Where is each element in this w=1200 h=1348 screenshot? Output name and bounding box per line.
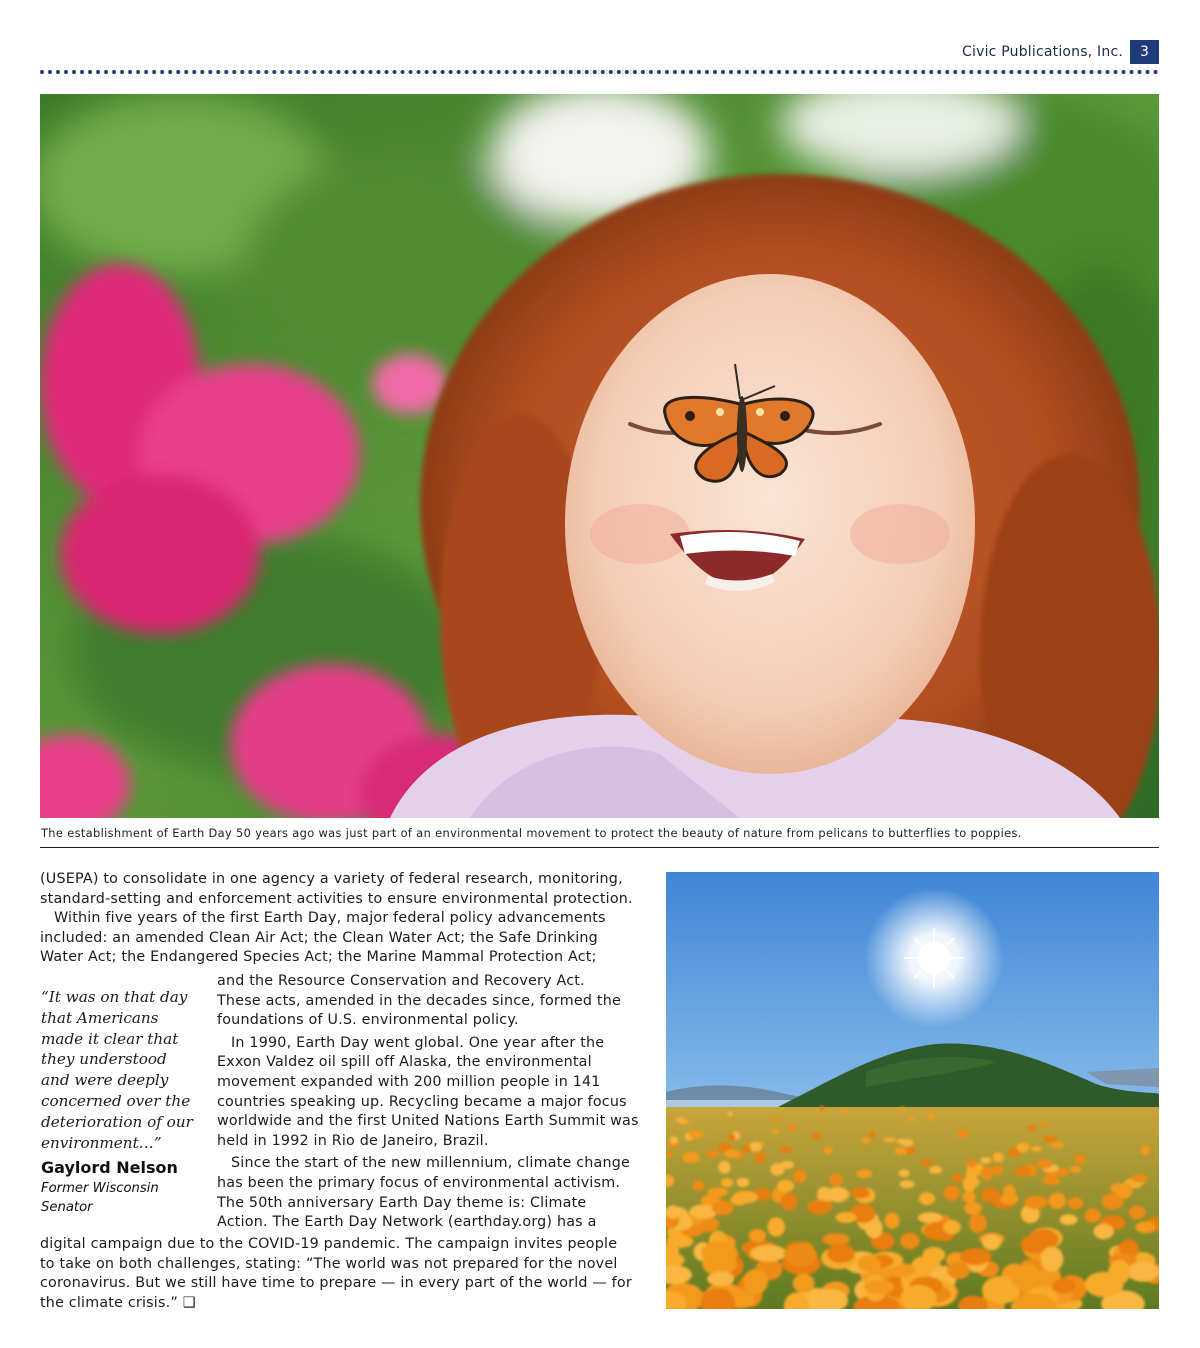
poppy-flower [812, 1132, 821, 1139]
poppy-flower [982, 1235, 1001, 1251]
poppy-flower [706, 1150, 719, 1157]
poppy-flower [850, 1187, 869, 1198]
poppy-flower [1014, 1167, 1031, 1176]
article-line: These acts, amended in the decades since, formed the [217, 992, 621, 1009]
header-dotted-rule [40, 70, 1159, 74]
poppy-flower [808, 1201, 831, 1215]
poppy-flower [1132, 1174, 1148, 1182]
article-line: has been the primary focus of environmental activism. [217, 1174, 621, 1191]
pull-quote-line: made it clear that [41, 1029, 179, 1048]
poppy-flower [1068, 1197, 1084, 1209]
quote-role-line: Former Wisconsin [41, 1181, 159, 1196]
quote-author-role [41, 1180, 211, 1217]
poppy-flower [900, 1233, 919, 1249]
poppy-flower [908, 1116, 915, 1121]
poppy-flower [707, 1271, 734, 1286]
article-line: The 50th anniversary Earth Day theme is: Climate [217, 1194, 587, 1211]
poppy-flower [919, 1192, 935, 1205]
poppy-flower [771, 1118, 780, 1121]
poppy-flower [1037, 1159, 1053, 1168]
article-line: included: an amended Clean Air Act; the Clean Water Act; the Safe Drinking [40, 929, 598, 946]
article-text-bottom [40, 1235, 640, 1313]
poppy-flower [666, 1205, 680, 1219]
poppy-flower [1070, 1166, 1082, 1173]
article-line: Action. The Earth Day Network (earthday.org) has a [217, 1214, 597, 1231]
poppy-flower [1040, 1122, 1048, 1126]
poppy-flower [679, 1119, 689, 1124]
poppy-flower [749, 1229, 767, 1242]
poppy-flower [952, 1174, 963, 1183]
poppy-flower [900, 1107, 905, 1111]
article-line: Since the start of the new millennium, climate change [231, 1155, 631, 1172]
poppy-flower [1085, 1208, 1101, 1223]
poppy-flower [729, 1134, 736, 1142]
poppy-flower [993, 1152, 1004, 1162]
poppy-flower [960, 1248, 991, 1265]
hero-caption: The establishment of Earth Day 50 years ago was just part of an environmental movement to protect the beauty of nature from pelicans to butterflies to poppies. [41, 826, 1022, 840]
poppy-flower [683, 1156, 700, 1163]
article-line: (USEPA) to consolidate in one agency a variety of federal research, monitoring, [40, 871, 623, 887]
poppy-flower [884, 1137, 896, 1142]
article-line: worldwide and the first United Nations Earth Summit was [217, 1113, 639, 1130]
poppy-flower [666, 1235, 694, 1248]
poppy-flower [793, 1274, 815, 1293]
poppy-flower [864, 1280, 894, 1295]
poppy-flower [768, 1217, 785, 1237]
pull-quote-line: that Americans [41, 1008, 159, 1027]
poppy-flower [900, 1180, 915, 1188]
quote-author: Gaylord Nelson [41, 1158, 178, 1177]
article-line: standard-setting and enforcement activities to ensure environmental protection. [40, 890, 633, 907]
poppy-flower [1041, 1247, 1064, 1272]
article-text-top [40, 870, 640, 968]
poppy-flower [1135, 1222, 1155, 1234]
poppy-flower [1052, 1279, 1076, 1294]
poppy-flower [1000, 1193, 1018, 1205]
poppy-flower [737, 1178, 750, 1188]
poppy-flower [702, 1241, 738, 1264]
poppy-flower [733, 1191, 758, 1204]
poppy-flower [981, 1188, 1001, 1203]
poppy-flower [784, 1244, 818, 1266]
poppy-flower [822, 1233, 850, 1245]
article-line: the climate crisis.” ❑ [40, 1294, 196, 1311]
poppy-flower [980, 1157, 991, 1164]
poppy-flower [899, 1169, 910, 1177]
pull-quote-line: deterioration of our [41, 1112, 193, 1131]
poppy-flower [901, 1139, 913, 1146]
poppy-flower [1031, 1146, 1042, 1151]
article-line: foundations of U.S. environmental policy. [217, 1012, 519, 1029]
poppy-flower [869, 1132, 876, 1139]
pull-quote-line: and were deeply [41, 1071, 169, 1090]
poppy-flower [929, 1166, 942, 1174]
pull-quote-line: environment…” [41, 1133, 162, 1152]
pull-quote-line: they understood [41, 1050, 167, 1069]
poppy-flower [965, 1172, 977, 1179]
article-line: held in 1992 in Rio de Janeiro, Brazil. [217, 1132, 489, 1149]
poppy-flower [958, 1129, 970, 1137]
poppy-flower [943, 1220, 961, 1234]
poppy-flower [781, 1193, 798, 1210]
pull-quote [41, 987, 209, 1153]
poppy-flower [906, 1148, 916, 1154]
poppy-flower [920, 1160, 932, 1166]
poppy-flower [707, 1187, 728, 1197]
article-line: In 1990, Earth Day went global. One year after the [231, 1034, 605, 1051]
poppy-flower [1116, 1183, 1133, 1199]
poppy-flower [689, 1130, 701, 1138]
poppy-flower [918, 1212, 943, 1223]
caption-rule [40, 847, 1159, 848]
poppy-flower [964, 1202, 981, 1215]
publisher-name: Civic Publications, Inc. [962, 44, 1123, 60]
poppy-flower [825, 1187, 850, 1202]
page-number-badge: 3 [1130, 40, 1159, 64]
poppy-flower [742, 1145, 751, 1152]
poppy-flower [980, 1167, 993, 1181]
poppy-flower [793, 1169, 806, 1182]
poppy-flower [1060, 1214, 1078, 1225]
poppy-flower [923, 1247, 946, 1262]
poppy-flower [1127, 1262, 1159, 1282]
poppy-flower [1141, 1146, 1150, 1156]
pull-quote-line: “It was on that day [41, 988, 188, 1006]
poppy-flower [824, 1147, 833, 1154]
hero-photo [40, 94, 1159, 818]
article-line: coronavirus. But we still have time to prepare — in every part of the world — for [40, 1275, 632, 1292]
poppy-flower [1024, 1196, 1048, 1209]
poppy-flower [1057, 1168, 1069, 1177]
poppy-flower [1027, 1125, 1035, 1131]
poppy-flower [927, 1113, 935, 1119]
poppy-flower [827, 1244, 855, 1263]
poppy-flower [712, 1200, 734, 1215]
poppy-flower [967, 1160, 977, 1168]
poppy-flower [992, 1165, 1004, 1175]
poppy-field-photo [666, 872, 1159, 1309]
poppy-flower [1074, 1154, 1085, 1164]
poppy-flower [857, 1255, 881, 1272]
poppy-flower [721, 1178, 734, 1187]
poppy-flower [947, 1262, 970, 1279]
poppy-flower [743, 1269, 768, 1294]
poppy-flower [819, 1106, 824, 1111]
poppy-flower [1018, 1264, 1039, 1287]
article-line: digital campaign due to the COVID-19 pandemic. The campaign invites people [40, 1236, 618, 1252]
pull-quote-line: concerned over the [41, 1091, 191, 1110]
article-line: Exxon Valdez oil spill off Alaska, the environmental [217, 1054, 592, 1071]
poppy-flower [856, 1169, 872, 1178]
poppy-flower [1044, 1136, 1057, 1142]
poppy-flower [1050, 1142, 1064, 1148]
poppy-flower [781, 1161, 794, 1169]
poppy-flower [750, 1245, 786, 1262]
poppy-flower [670, 1136, 678, 1144]
poppy-flower [692, 1181, 704, 1192]
poppy-flower [1129, 1206, 1146, 1219]
poppy-flower [724, 1149, 739, 1158]
poppy-flower [718, 1161, 730, 1174]
article-line: Water Act; the Endangered Species Act; the Marine Mammal Protection Act; [40, 949, 597, 966]
poppy-flower [962, 1191, 976, 1202]
poppy-flower [727, 1112, 733, 1116]
article-text-narrow [217, 972, 640, 1233]
poppy-flower [840, 1109, 846, 1113]
poppy-flower [861, 1137, 870, 1143]
poppy-flower [780, 1146, 792, 1153]
poppy-flower [788, 1125, 796, 1131]
poppy-flower [944, 1185, 960, 1200]
poppy-flower [1108, 1260, 1130, 1284]
article-line: and the Resource Conservation and Recovery Act. [217, 973, 585, 989]
poppy-flower [829, 1174, 842, 1187]
poppy-flower [1017, 1143, 1029, 1153]
article-line: Within five years of the first Earth Day, major federal policy advancements [54, 910, 606, 927]
poppy-flower [777, 1180, 795, 1192]
poppy-flower [836, 1212, 857, 1223]
quote-role-line: Senator [41, 1199, 93, 1215]
article-line: movement expanded with 200 million people in 141 [217, 1073, 601, 1090]
poppy-flower [755, 1152, 766, 1163]
poppy-flower [1049, 1193, 1066, 1210]
article-line: to take on both challenges, stating: “The world was not prepared for the novel [40, 1255, 618, 1272]
article-line: countries speaking up. Recycling became a major focus [217, 1093, 627, 1110]
poppy-flower [885, 1213, 900, 1229]
poppy-flower [969, 1214, 987, 1234]
poppy-flower [772, 1128, 779, 1134]
poppy-flower [1094, 1224, 1114, 1240]
